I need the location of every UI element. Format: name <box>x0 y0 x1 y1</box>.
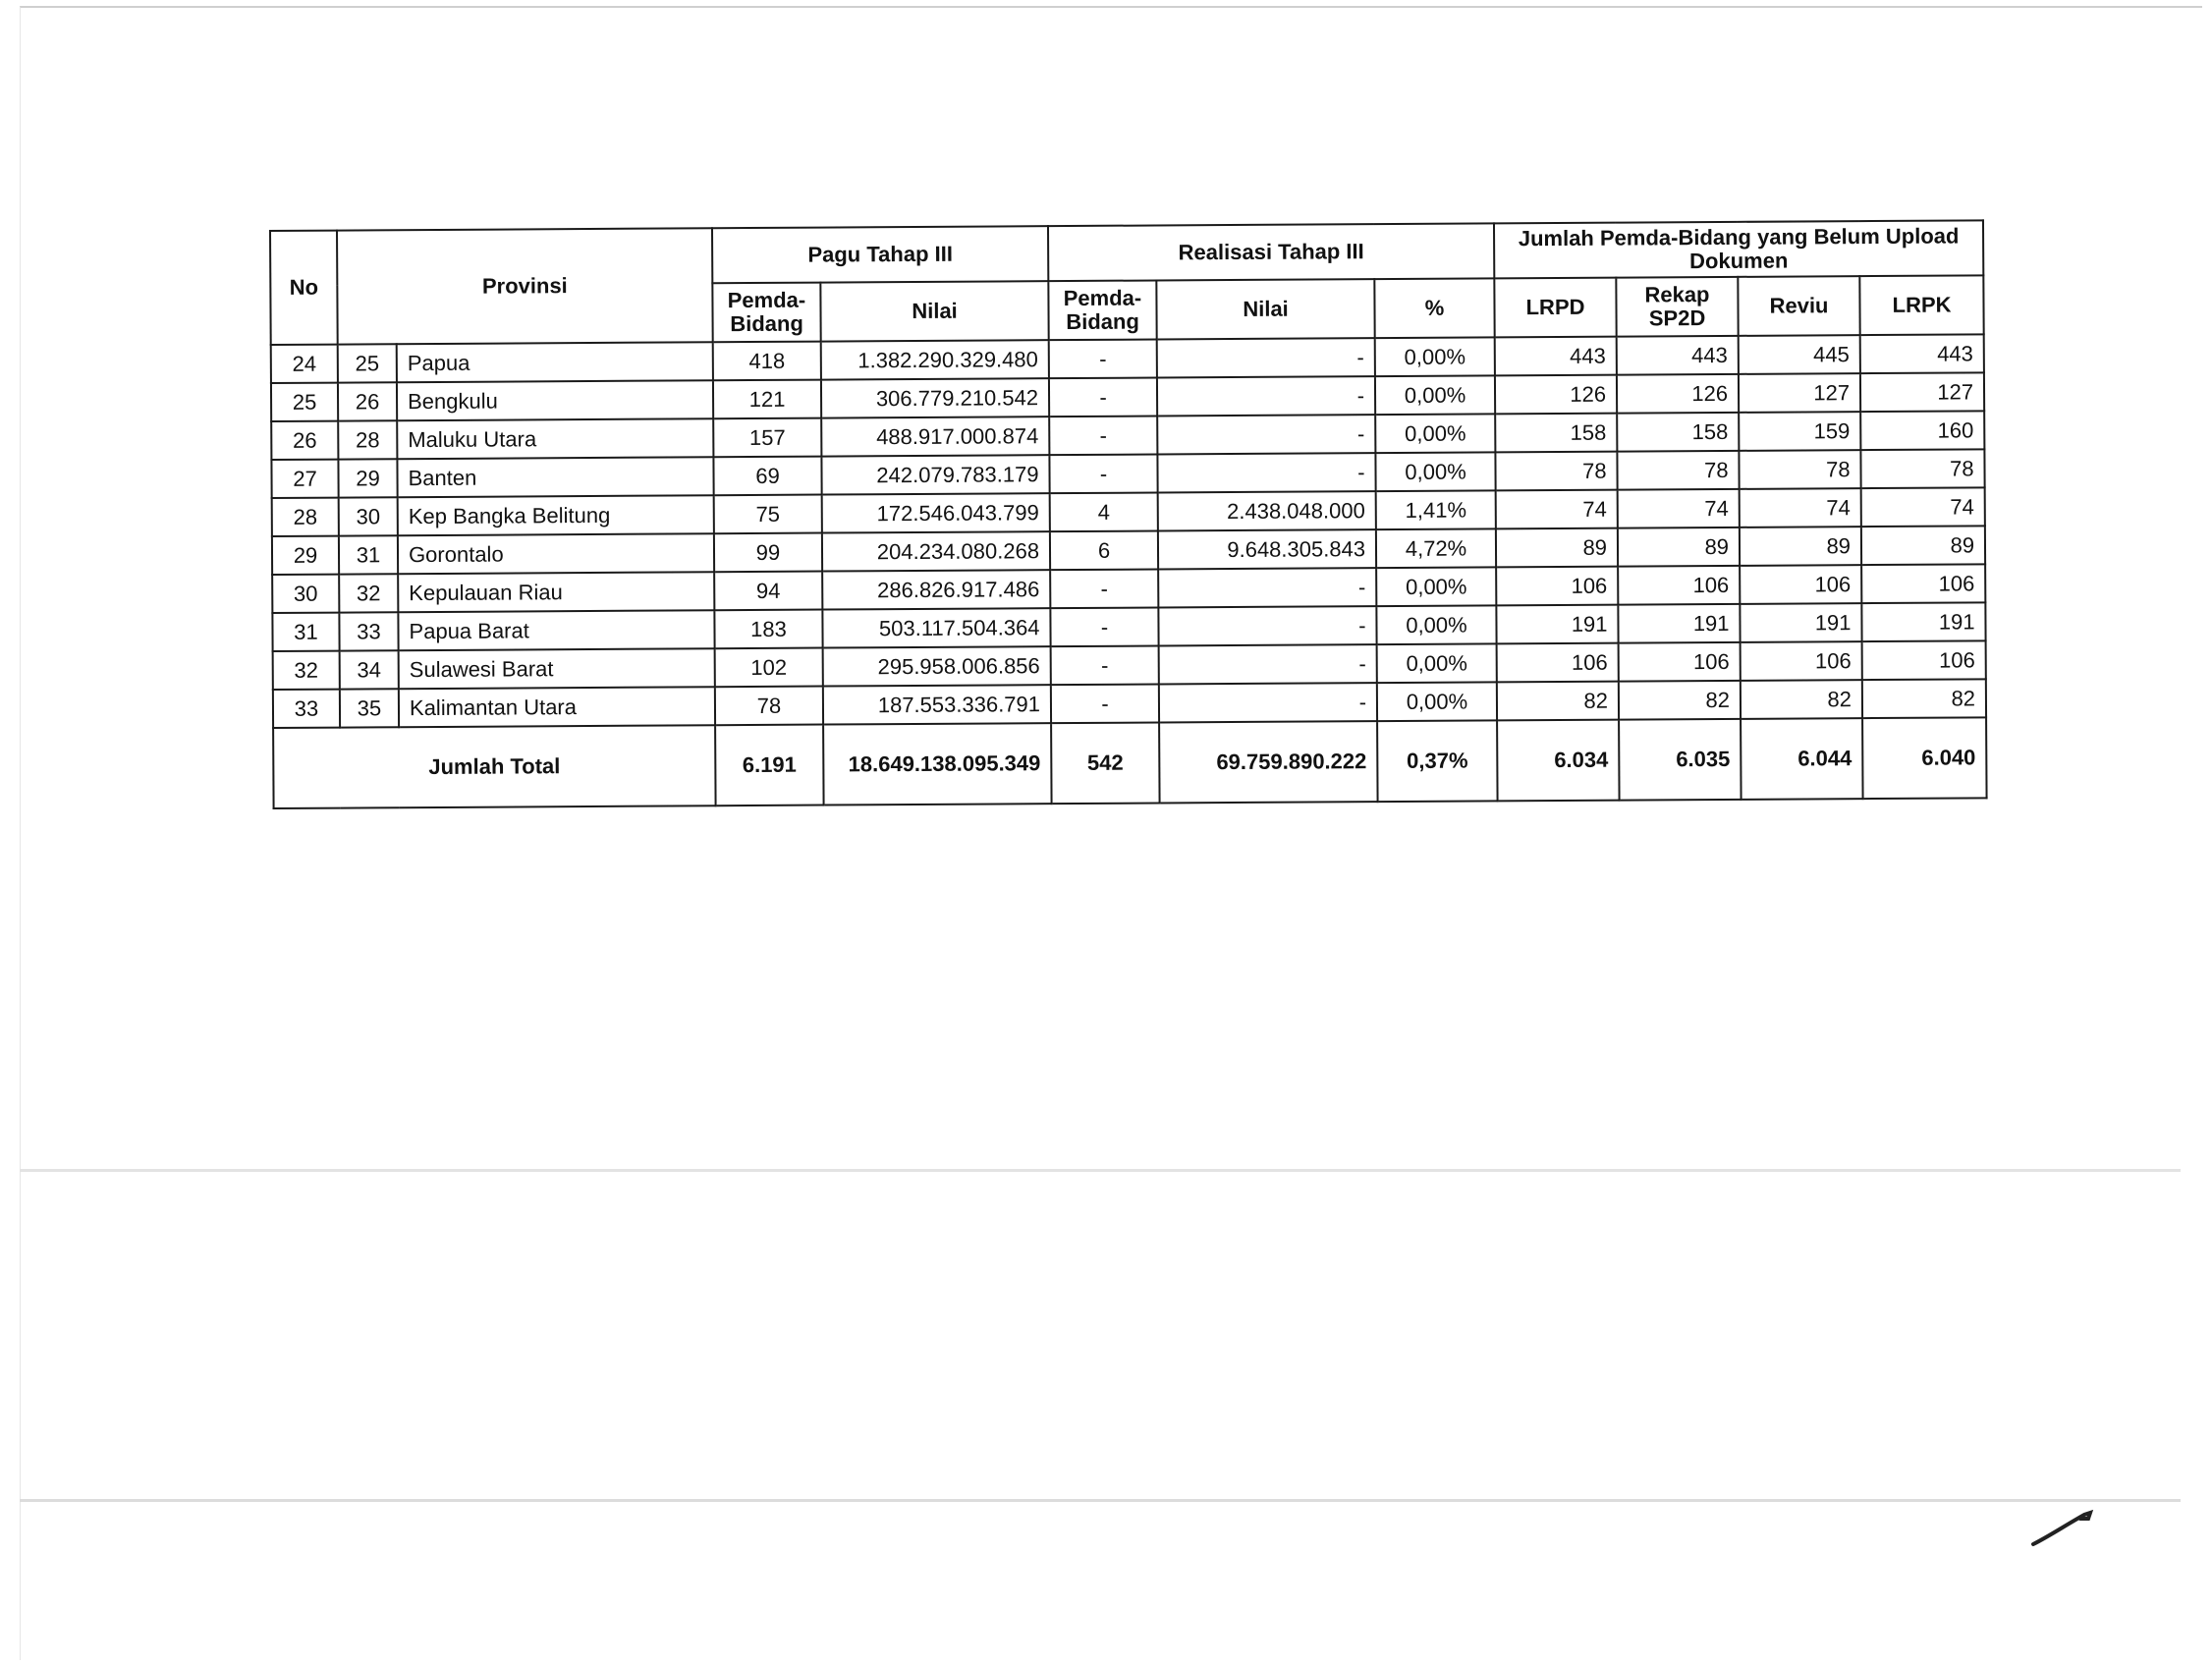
cell-realisasi-nilai: - <box>1159 644 1377 684</box>
cell-pagu-pemda: 99 <box>714 533 822 573</box>
cell-percent: 0,00% <box>1375 375 1495 415</box>
total-pagu-nilai: 18.649.138.095.349 <box>823 723 1052 805</box>
cell-realisasi-pemda: 4 <box>1050 492 1158 531</box>
cell-rekap-sp2d: 89 <box>1618 528 1740 567</box>
cell-provinsi: Kalimantan Utara <box>399 687 715 727</box>
cell-reviu: 74 <box>1740 488 1861 528</box>
total-realisasi-pemda: 542 <box>1051 722 1159 804</box>
cell-lrpd: 158 <box>1495 414 1617 453</box>
cell-pagu-pemda: 183 <box>714 610 822 649</box>
cell-lrpk: 127 <box>1860 372 1984 412</box>
cell-lrpd: 106 <box>1497 643 1619 683</box>
cell-realisasi-nilai: - <box>1158 568 1376 607</box>
total-percent: 0,37% <box>1377 720 1497 802</box>
cell-provinsi: Kepulauan Riau <box>398 572 714 612</box>
header-realisasi-nilai: Nilai <box>1156 279 1374 339</box>
total-lrpd: 6.034 <box>1497 720 1619 802</box>
cell-kode: 25 <box>338 344 397 382</box>
cell-percent: 0,00% <box>1375 414 1495 453</box>
cell-lrpd: 74 <box>1496 490 1618 529</box>
header-reviu: Reviu <box>1738 276 1859 336</box>
cell-percent: 0,00% <box>1375 452 1495 491</box>
cell-no: 26 <box>271 421 338 460</box>
cell-percent: 0,00% <box>1376 567 1496 606</box>
cell-kode: 30 <box>339 497 398 535</box>
cell-pagu-nilai: 488.917.000.874 <box>821 416 1049 456</box>
cell-pagu-nilai: 187.553.336.791 <box>823 685 1051 724</box>
cell-rekap-sp2d: 74 <box>1618 489 1740 528</box>
cell-pagu-nilai: 242.079.783.179 <box>821 455 1049 494</box>
cell-percent: 0,00% <box>1376 605 1496 644</box>
cell-pagu-pemda: 102 <box>715 648 823 688</box>
total-reviu: 6.044 <box>1741 718 1862 800</box>
cell-rekap-sp2d: 78 <box>1617 451 1739 490</box>
cell-provinsi: Papua Barat <box>398 610 714 650</box>
cell-no: 24 <box>271 345 338 383</box>
cell-kode: 29 <box>338 459 397 497</box>
cell-pagu-pemda: 94 <box>714 572 822 611</box>
cell-reviu: 445 <box>1739 335 1860 374</box>
cell-no: 31 <box>272 613 339 651</box>
cell-no: 28 <box>272 498 339 536</box>
cell-kode: 31 <box>339 535 398 574</box>
cell-no: 30 <box>272 575 339 613</box>
cell-pagu-pemda: 69 <box>713 457 821 496</box>
cell-no: 27 <box>271 460 338 498</box>
cell-rekap-sp2d: 82 <box>1619 681 1741 720</box>
cell-realisasi-pemda: - <box>1049 416 1157 455</box>
cell-rekap-sp2d: 443 <box>1617 336 1739 375</box>
cell-lrpd: 443 <box>1495 337 1617 376</box>
cell-lrpd: 106 <box>1496 567 1618 606</box>
cell-provinsi: Papua <box>397 342 713 382</box>
header-realisasi-pemda-bidang: Pemda-Bidang <box>1048 280 1156 340</box>
cell-realisasi-pemda: - <box>1051 684 1159 723</box>
cell-realisasi-pemda: - <box>1049 339 1157 378</box>
cell-percent: 0,00% <box>1377 643 1497 683</box>
cell-lrpk: 78 <box>1860 449 1984 488</box>
header-no: No <box>270 231 338 345</box>
cell-provinsi: Sulawesi Barat <box>399 648 715 689</box>
header-lrpd: LRPD <box>1494 278 1616 338</box>
cell-no: 32 <box>273 651 340 690</box>
cell-lrpd: 191 <box>1496 605 1618 644</box>
cell-pagu-pemda: 78 <box>715 687 823 726</box>
cell-lrpk: 191 <box>1861 602 1985 641</box>
cell-provinsi: Maluku Utara <box>397 418 713 459</box>
header-belum-upload: Jumlah Pemda-Bidang yang Belum Upload Dokumen <box>1494 220 1983 278</box>
cell-percent: 0,00% <box>1377 682 1497 721</box>
cell-reviu: 159 <box>1739 412 1860 451</box>
header-pagu-nilai: Nilai <box>820 281 1048 341</box>
cell-kode: 34 <box>340 650 399 689</box>
cell-reviu: 89 <box>1740 527 1861 566</box>
cell-kode: 33 <box>339 612 398 650</box>
cell-lrpk: 106 <box>1861 564 1985 603</box>
cell-provinsi: Kep Bangka Belitung <box>398 495 714 535</box>
cell-lrpk: 89 <box>1861 526 1985 565</box>
cell-rekap-sp2d: 158 <box>1617 413 1739 452</box>
cell-realisasi-nilai: - <box>1157 376 1375 416</box>
cell-kode: 26 <box>338 382 397 420</box>
cell-kode: 32 <box>339 574 398 612</box>
cell-rekap-sp2d: 106 <box>1618 566 1740 605</box>
cell-realisasi-nilai: - <box>1157 453 1375 492</box>
cell-lrpd: 89 <box>1496 528 1618 568</box>
cell-reviu: 191 <box>1740 603 1861 642</box>
signature-mark <box>2029 1503 2098 1552</box>
cell-percent: 4,72% <box>1376 528 1496 568</box>
cell-realisasi-nilai: - <box>1157 338 1375 377</box>
cell-reviu: 78 <box>1739 450 1860 489</box>
total-label: Jumlah Total <box>273 725 715 808</box>
cell-percent: 0,00% <box>1375 337 1495 376</box>
cell-realisasi-pemda: - <box>1049 454 1157 493</box>
cell-rekap-sp2d: 191 <box>1618 604 1740 643</box>
upload-status-table <box>269 219 1988 809</box>
header-lrpk: LRPK <box>1859 275 1983 335</box>
cell-realisasi-pemda: - <box>1051 645 1159 685</box>
cell-pagu-nilai: 286.826.917.486 <box>822 570 1050 609</box>
cell-pagu-nilai: 172.546.043.799 <box>822 493 1050 532</box>
header-rekap-sp2d: Rekap SP2D <box>1616 277 1738 337</box>
header-realisasi-percent: % <box>1374 278 1494 338</box>
cell-realisasi-pemda: - <box>1050 607 1158 646</box>
header-pagu-tahap-iii: Pagu Tahap III <box>712 226 1048 283</box>
total-realisasi-nilai: 69.759.890.222 <box>1159 721 1377 803</box>
cell-pagu-pemda: 121 <box>713 380 821 419</box>
header-realisasi-tahap-iii: Realisasi Tahap III <box>1048 223 1494 281</box>
header-pagu-pemda-bidang: Pemda-Bidang <box>712 283 820 343</box>
cell-lrpd: 126 <box>1495 375 1617 415</box>
cell-provinsi: Gorontalo <box>398 533 714 574</box>
cell-kode: 28 <box>338 420 397 459</box>
total-rekap-sp2d: 6.035 <box>1619 719 1741 801</box>
cell-pagu-nilai: 306.779.210.542 <box>821 378 1049 417</box>
table-body <box>271 334 1986 728</box>
cell-lrpk: 160 <box>1860 411 1984 450</box>
cell-no: 25 <box>271 383 338 421</box>
total-pagu-pemda: 6.191 <box>715 725 823 806</box>
cell-reviu: 82 <box>1741 680 1862 719</box>
cell-lrpk: 106 <box>1862 640 1986 680</box>
cell-pagu-pemda: 75 <box>714 495 822 534</box>
total-row <box>273 717 1987 808</box>
cell-kode: 35 <box>340 689 399 727</box>
cell-realisasi-pemda: - <box>1049 377 1157 416</box>
cell-provinsi: Bengkulu <box>397 380 713 420</box>
cell-lrpd: 78 <box>1495 452 1617 491</box>
cell-rekap-sp2d: 106 <box>1619 642 1741 682</box>
scan-artifact-line <box>20 1499 2181 1502</box>
cell-pagu-nilai: 1.382.290.329.480 <box>821 340 1049 379</box>
cell-reviu: 127 <box>1739 373 1860 413</box>
cell-realisasi-nilai: 2.438.048.000 <box>1158 491 1376 530</box>
cell-realisasi-nilai: 9.648.305.843 <box>1158 529 1376 569</box>
cell-reviu: 106 <box>1740 565 1861 604</box>
cell-realisasi-pemda: 6 <box>1050 530 1158 570</box>
cell-no: 33 <box>273 690 340 728</box>
cell-lrpk: 82 <box>1862 679 1986 718</box>
cell-provinsi: Banten <box>397 457 713 497</box>
cell-reviu: 106 <box>1741 641 1862 681</box>
cell-realisasi-pemda: - <box>1050 569 1158 608</box>
cell-pagu-nilai: 204.234.080.268 <box>822 531 1050 571</box>
total-lrpk: 6.040 <box>1862 717 1987 799</box>
cell-percent: 1,41% <box>1376 490 1496 529</box>
cell-pagu-pemda: 418 <box>713 342 821 381</box>
header-provinsi: Provinsi <box>337 228 713 344</box>
cell-pagu-nilai: 503.117.504.364 <box>822 608 1050 647</box>
cell-rekap-sp2d: 126 <box>1617 374 1739 414</box>
cell-pagu-nilai: 295.958.006.856 <box>823 646 1051 686</box>
cell-pagu-pemda: 157 <box>713 418 821 458</box>
cell-lrpd: 82 <box>1497 682 1619 721</box>
cell-lrpk: 443 <box>1860 334 1984 373</box>
cell-realisasi-nilai: - <box>1159 683 1377 722</box>
cell-no: 29 <box>272 536 339 575</box>
cell-realisasi-nilai: - <box>1158 606 1376 645</box>
scan-artifact-line <box>20 1169 2181 1172</box>
cell-realisasi-nilai: - <box>1157 415 1375 454</box>
table-header <box>270 220 1984 345</box>
cell-lrpk: 74 <box>1861 487 1985 527</box>
